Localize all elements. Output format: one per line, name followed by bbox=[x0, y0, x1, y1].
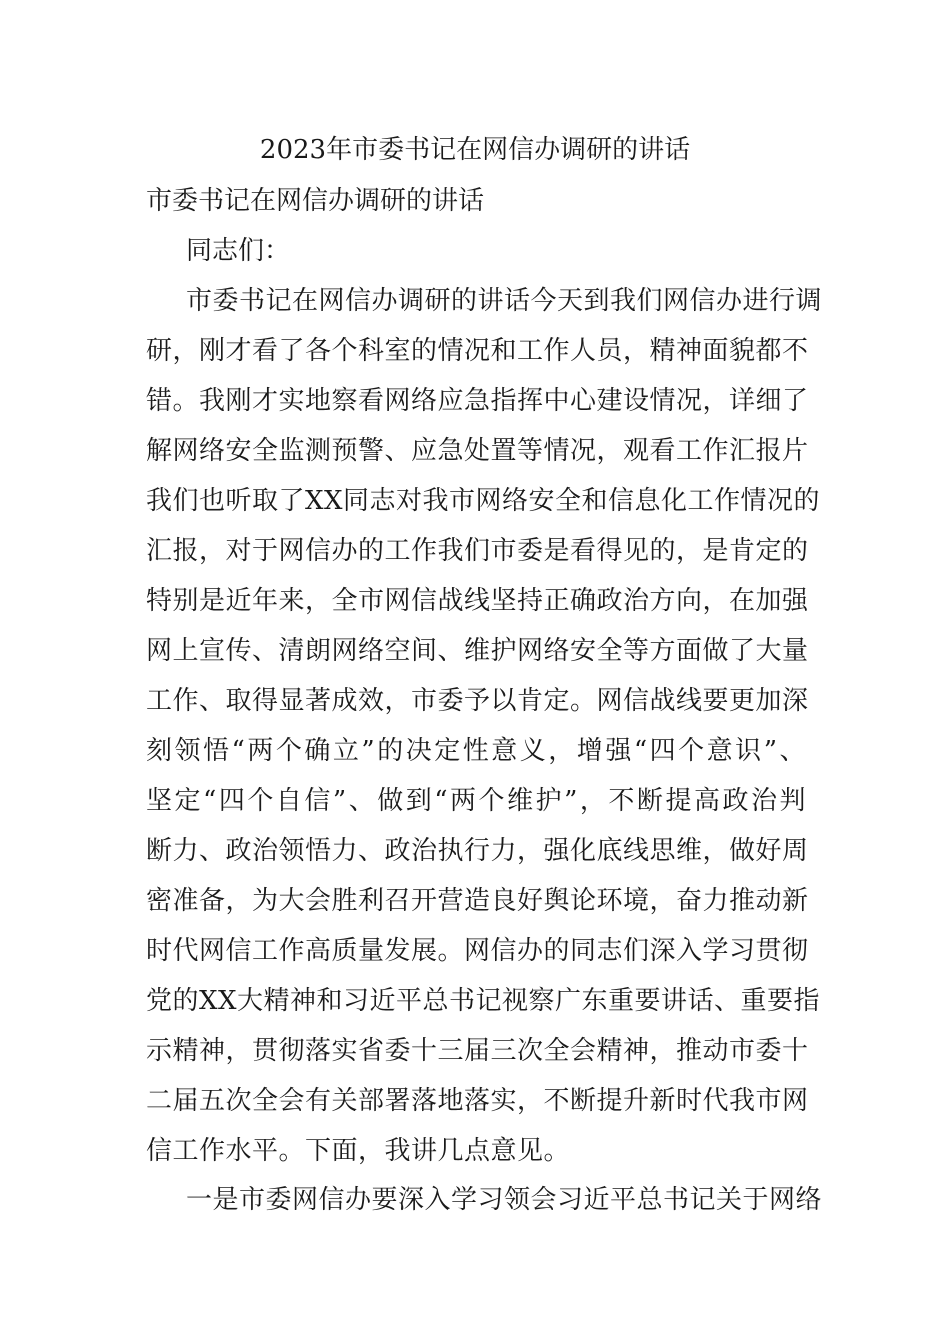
document-title: 2023年市委书记在网信办调研的讲话 bbox=[259, 135, 691, 165]
paragraph-line: 时代网信工作高质量发展。网信办的同志们深入学习贯彻 bbox=[146, 936, 809, 966]
paragraph-line: 断力、政治领悟力、政治执行力，强化底线思维，做好周 bbox=[146, 836, 809, 866]
paragraph-line: 一是市委网信办要深入学习领会习近平总书记关于网络 bbox=[186, 1185, 823, 1215]
paragraph-line: 网上宣传、清朗网络空间、维护网络安全等方面做了大量 bbox=[146, 636, 809, 666]
paragraph-line: 研，刚才看了各个科室的情况和工作人员，精神面貌都不 bbox=[146, 336, 809, 366]
paragraph-1 bbox=[146, 281, 823, 1181]
paragraph-line: 汇报，对于网信办的工作我们市委是看得见的，是肯定的 bbox=[146, 536, 809, 566]
paragraph-line: 市委书记在网信办调研的讲话今天到我们网信办进行调 bbox=[186, 286, 823, 316]
paragraph-line: 刻领悟“两个确立”的决定性意义，增强“四个意识”、 bbox=[146, 736, 806, 766]
paragraph-line: 示精神，贯彻落实省委十三届三次全会精神，推动市委十 bbox=[146, 1036, 809, 1066]
paragraph-line: 信工作水平。下面，我讲几点意见。 bbox=[146, 1136, 571, 1166]
paragraph-2 bbox=[146, 1180, 823, 1230]
paragraph-line: 工作、取得显著成效，市委予以肯定。网信战线要更加深 bbox=[146, 686, 809, 716]
paragraph-line: 特别是近年来，全市网信战线坚持正确政治方向，在加强 bbox=[146, 586, 809, 616]
greeting: 同志们： bbox=[186, 236, 291, 266]
paragraph-line: 党的XX大精神和习近平总书记视察广东重要讲话、重要指 bbox=[146, 986, 821, 1016]
paragraph-line: 我们也听取了XX同志对我市网络安全和信息化工作情况的 bbox=[146, 486, 821, 516]
paragraph-line: 二届五次全会有关部署落地落实，不断提升新时代我市网 bbox=[146, 1086, 809, 1116]
paragraph-line: 解网络安全监测预警、应急处置等情况，观看工作汇报片 bbox=[146, 436, 809, 466]
paragraph-line: 坚定“四个自信”、做到“两个维护”，不断提高政治判 bbox=[146, 786, 806, 816]
paragraph-line: 错。我刚才实地察看网络应急指挥中心建设情况，详细了 bbox=[146, 386, 809, 416]
paragraph-line: 密准备，为大会胜利召开营造良好舆论环境，奋力推动新 bbox=[146, 886, 809, 916]
document-subtitle: 市委书记在网信办调研的讲话 bbox=[146, 186, 485, 216]
